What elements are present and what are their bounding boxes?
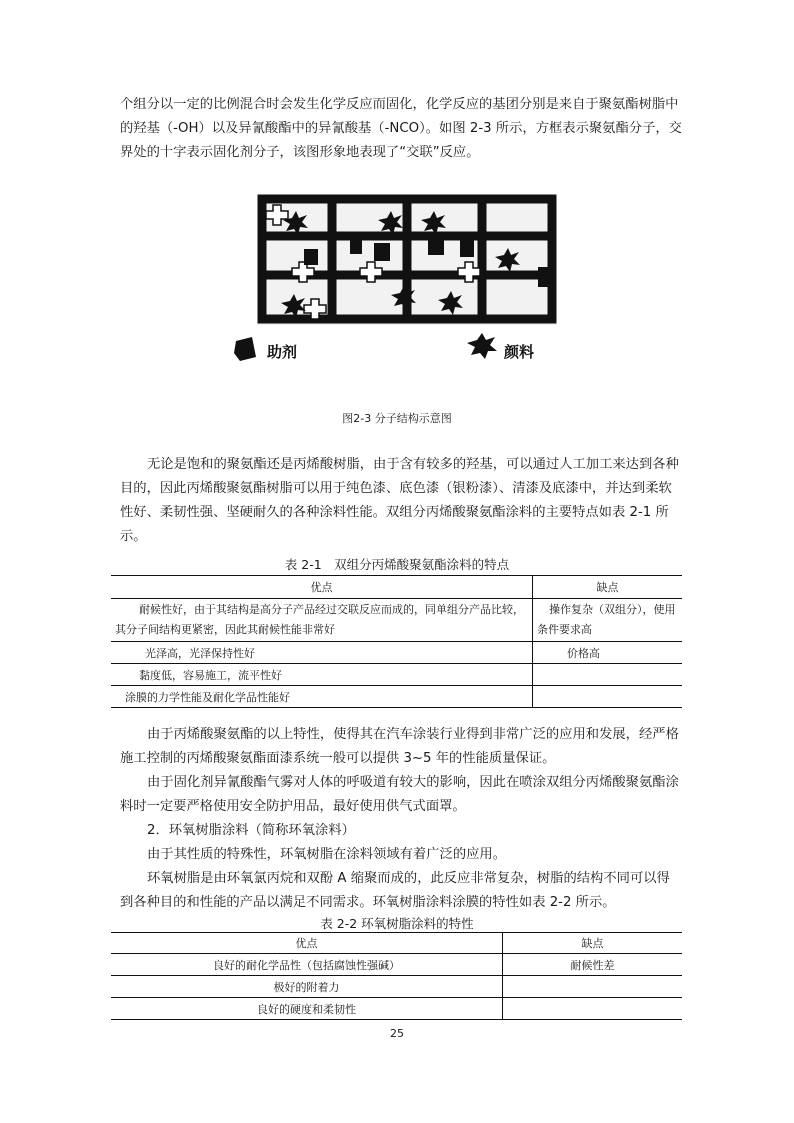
paragraph-polyurethane: 无论是饱和的聚氨酯还是丙烯酸树脂，由于含有较多的羟基，可以通过人工加工来达到各种目的，因此丙烯酸聚氨酯树脂可以用于纯色漆、底色漆（银粉漆）、清漆及底漆中，并达到柔软性好、柔韧性强、坚硬耐久的各种涂料性能。双组分丙烯酸聚氨酯涂料的主要特点如表 2-1 所示。 [120,457,679,544]
paragraph-applications: 由于丙烯酸聚氨酯的以上特性，使得其在汽车涂装行业得到非常广泛的应用和发展，经严格施工控制的丙烯酸聚氨酯面漆系统一般可以提供 3~5 年的性能质量保证。 [120,727,679,766]
table-row [111,954,682,976]
table1-cell: 涂膜的力学性能及耐化学品性能好 [111,686,533,708]
table1-caption: 表 2-1 双组分丙烯酸聚氨酯涂料的特点 [284,557,510,572]
table2-header-pros: 优点 [111,933,503,954]
table2-caption: 表 2-2 环氧树脂涂料的特性 [320,916,474,931]
table-row [111,976,682,998]
table2-cell: 良好的耐化学品性（包括腐蚀性强碱） [111,954,503,976]
table1-header-cons: 缺点 [533,576,683,599]
pigment-legend-icon [467,333,497,359]
page-number: 25 [390,1027,404,1040]
table1-cell: 价格高 [533,642,683,664]
table1 [111,575,682,708]
table2-cell: 耐候性差 [503,954,683,976]
paragraph-epoxy-detail: 环氧树脂是由环氧氯丙烷和双酚 A 缩聚而成的，此反应非常复杂，树脂的结构不同可以得到各种目的和性能的产品以满足不同需求。环氧树脂涂料涂膜的特性如表 2-2 所示。 [120,871,670,910]
intro-paragraph: 个组分以一定的比例混合时会发生化学反应而固化，化学反应的基团分别是来自于聚氨酯树脂中的羟基（-OH）以及异氰酸酯中的异氰酸基（-NCO）。如图 2-3 所示，方框表示聚氨酯分子，交界处的十字表示固化剂分子，该图形象地表现了“交联”反应。 [120,97,682,160]
table2-header-cons: 缺点 [503,933,683,954]
table2 [111,932,682,1020]
table1-header-pros: 优点 [111,576,533,599]
figure-caption: 图2-3 分子结构示意图 [342,412,452,425]
table1-cell: 操作复杂（双组分），使用条件要求高 [533,599,683,642]
table-row [111,642,682,664]
table1-cell: 黏度低，容易施工，流平性好 [111,664,533,686]
table1-cell: 光泽高，光泽保持性好 [111,642,533,664]
table1-cell [533,686,683,708]
table-row [111,599,682,642]
table2-cell [503,976,683,998]
paragraph-safety: 由于固化剂异氰酸酯气雾对人体的呼吸道有较大的影响，因此在喷涂双组分丙烯酸聚氨酯涂料时一定要严格使用安全防护用品，最好使用供气式面罩。 [120,775,679,814]
aux-legend-icon [234,337,256,361]
paragraph-epoxy-intro: 由于其性质的特殊性，环氧树脂在涂料领域有着广泛的应用。 [147,847,507,862]
table2-cell: 良好的硬度和柔韧性 [111,998,503,1020]
molecular-structure-figure [222,193,560,373]
table2-cell: 极好的附着力 [111,976,503,998]
table-row [111,998,682,1020]
table-row [111,664,682,686]
table1-cell: 耐候性好，由于其结构是高分子产品经过交联反应而成的，同单组分产品比较，其分子间结构更紧密，因此其耐候性能非常好 [111,599,533,642]
section-heading-epoxy: 2．环氧树脂涂料（简称环氧涂料） [147,823,355,838]
legend-pigment-label: 颜料 [504,343,535,361]
legend-aux-label: 助剂 [267,343,298,361]
table2-cell [503,998,683,1020]
table-row [111,686,682,708]
table1-cell [533,664,683,686]
